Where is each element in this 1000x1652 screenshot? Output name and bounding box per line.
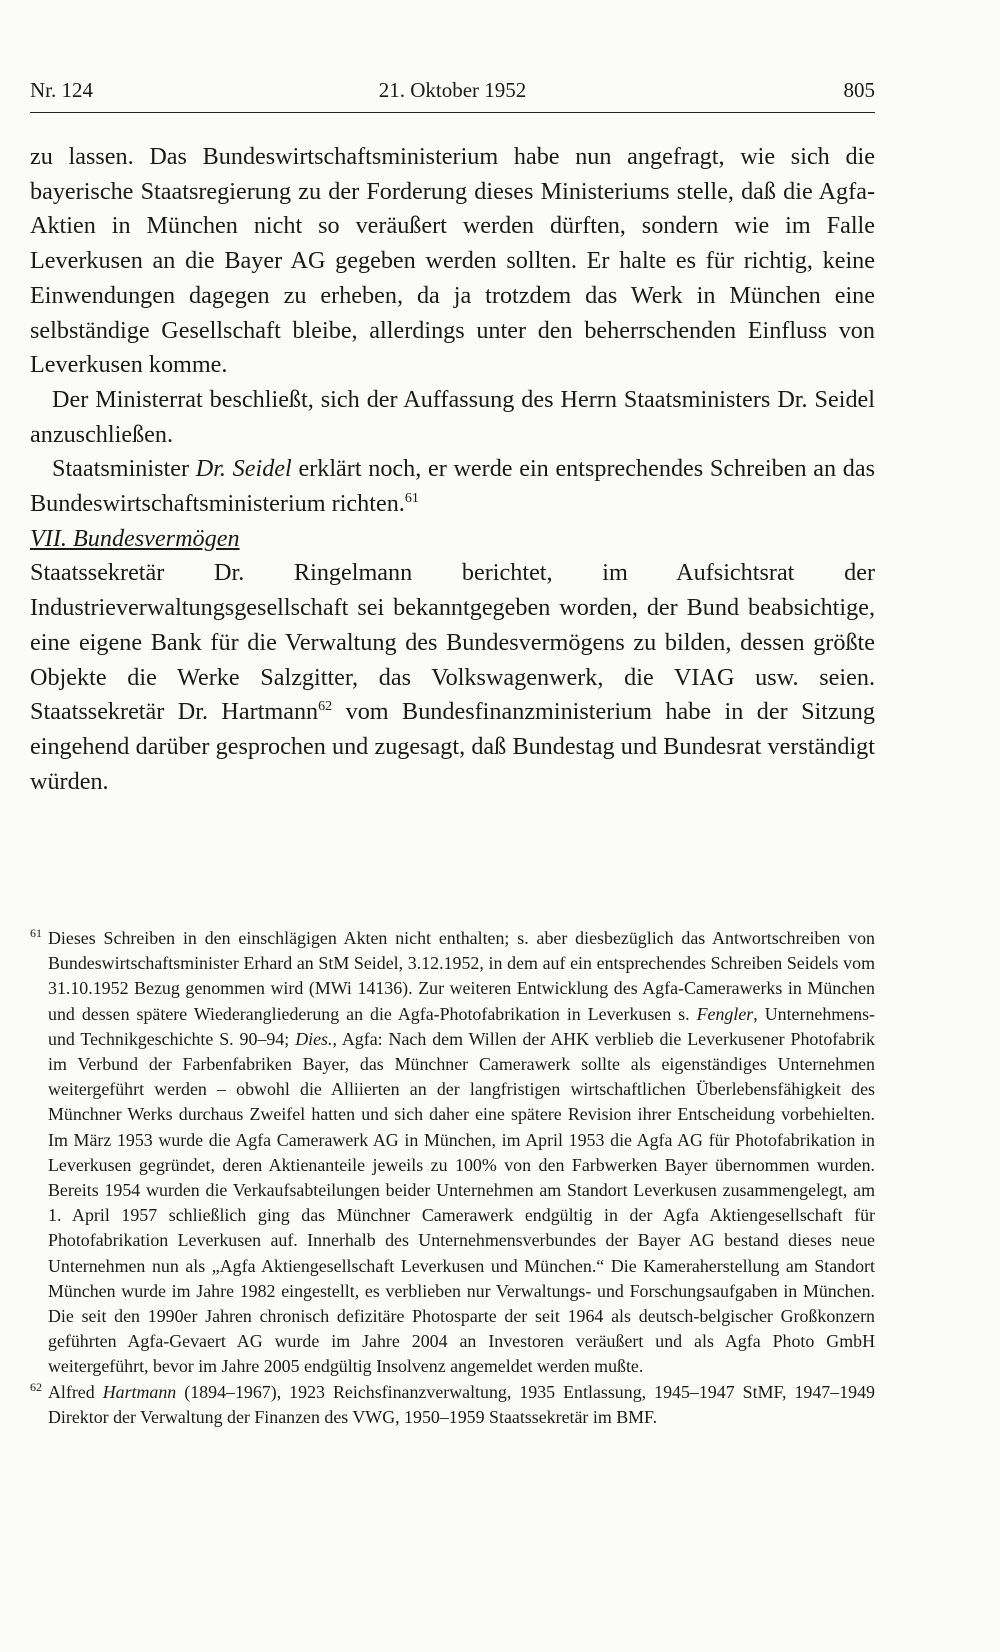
text-run: vom Bundesfinanzministerium habe in der Sitzung eingehend darüber gesprochen und zugesagt, daß Bundestag und Bundesrat verständigt würden. — [30, 698, 875, 795]
footnote-ref[interactable]: 62 — [318, 698, 333, 715]
section-heading: VII. Bundesvermögen — [30, 524, 240, 552]
header-rule — [30, 112, 875, 113]
footnote-number: 61 — [30, 926, 42, 940]
footnote-62 — [30, 1380, 875, 1430]
header-date: 21. Oktober 1952 — [378, 78, 527, 102]
person-name: Dr. Seidel — [195, 455, 292, 483]
text-run: Staatssekretär Dr. Ringelmann berichtet, im Aufsichtsrat der Industrieverwaltungsgesellschaft sei bekanntgegeben worden, der Bund beabsichtige, eine eigene Bank für die Verwaltung des Bundesvermögens zu bilden, dessen größte Objekte die Werke Salzgitter, das Volkswagenwerk, die VIAG usw. seien. Staatssekretär Dr. Hartmann — [30, 559, 875, 726]
page-number: 805 — [843, 78, 875, 102]
paragraph-bundesvermoegen — [30, 556, 875, 799]
text-run: erklärt noch, er werde ein entsprechendes Schreiben an das Bundeswirtschaftsministerium richten. — [30, 455, 876, 518]
footnote-number: 62 — [30, 1379, 42, 1394]
paragraph-seidel — [30, 452, 875, 521]
person-name: Hartmann — [102, 1381, 177, 1402]
paragraph-resolution: Der Ministerrat beschließt, sich der Auffassung des Herrn Staatsministers Dr. Seidel anzuschließen. — [30, 385, 875, 448]
text-run: Staatsminister — [52, 455, 196, 483]
paragraph: zu lassen. Das Bundeswirtschaftsministerium habe nun angefragt, wie sich die bayerische Staatsregierung zu der Forderung dieses Ministeriums stelle, daß die Agfa-Aktien in München nicht so veräußert werden dürften, sondern wie im Falle Leverkusen an die Bayer AG gegeben werden sollten. Er halte es für richtig, keine Einwendungen dagegen zu erheben, da ja trotzdem das Werk in München eine selbständige Gesellschaft bleibe, allerdings unter den beherrschenden Einfluss von Leverkusen komme. — [30, 143, 875, 379]
footnote-ref[interactable]: 61 — [404, 489, 419, 506]
text-run: , Unternehmens- und Technikgeschichte S. 90–94; — [48, 1003, 876, 1049]
main-text — [30, 140, 875, 799]
text-run: Dieses Schreiben in den einschlägigen Akten nicht enthalten; s. aber diesbezüglich das Antwortschreiben von Bundeswirtschaftsminister Erhard an StM Seidel, 3.12.1952, in dem auf ein entsprechendes Schreiben Seidels vom 31.10.1952 Bezug genommen wird (MWi 14136). Zur weiteren Entwicklung des Agfa-Camerawerks in München und dessen spätere Wiederangliederung an die Agfa-Photofabrikation in Leverkusen s. — [48, 928, 875, 1024]
text-run: (1894–1967), 1923 Reichsfinanzverwaltung, 1935 Entlassung, 1945–1947 StMF, 1947–1949 Direktor der Verwaltung der Finanzen des VWG, 1950–1959 Staatssekretär im BMF. — [48, 1381, 875, 1427]
footnotes — [30, 926, 875, 1430]
text-run: Alfred — [48, 1381, 103, 1402]
document-number: Nr. 124 — [30, 78, 93, 102]
author-name: Fengler — [696, 1003, 754, 1024]
footnote-61 — [30, 926, 875, 1380]
text-run: , Agfa: Nach dem Willen der AHK verblieb die Leverkusener Photofabrik im Verbund der Farbenfabriken Bayer, das Münchner Camerawerk sollte als eigenständiges Unternehmen weitergeführt werden – obwohl die Alliierten an der langfristigen wirtschaftlichen Überlebensfähigkeit des Münchner Werks durchaus Zweifel hatten und sich daher eine spätere Revision ihrer Entscheidung vorbehielten. Im März 1953 wurde die Agfa Camerawerk AG in München, im April 1953 die Agfa AG für Photofabrikation in Leverkusen gegründet, deren Aktienanteile jeweils zu 100% von den Farbwerken Bayer übernommen wurden. Bereits 1954 wurden die Verkaufsabteilungen beider Unternehmen am Standort Leverkusen zusammengelegt, am 1. April 1957 schließlich ging das Münchner Camerawerk endgültig in der Agfa Aktiengesellschaft für Photofabrikation Leverkusen auf. Innerhalb des Unternehmensverbundes der Bayer AG bestand dieses neue Unternehmen nun als „Agfa Aktiengesellschaft Leverkusen und München.“ Die Kameraherstellung am Standort München wurde im Jahre 1982 eingestellt, es verblieben nur Verwaltungs- und Forschungsaufgaben in München. Die seit den 1990er Jahren chronisch defizitäre Photosparte der seit 1964 als deutsch-belgischer Großkonzern geführten Agfa-Gevaert AG wurde im Jahre 2004 an Investoren veräußert und als Agfa Photo GmbH weitergeführt, bevor im Jahre 2005 endgültig Insolvenz angemeldet werden mußte. — [48, 1028, 875, 1377]
running-header — [30, 78, 875, 108]
author-name: Dies. — [295, 1028, 333, 1049]
